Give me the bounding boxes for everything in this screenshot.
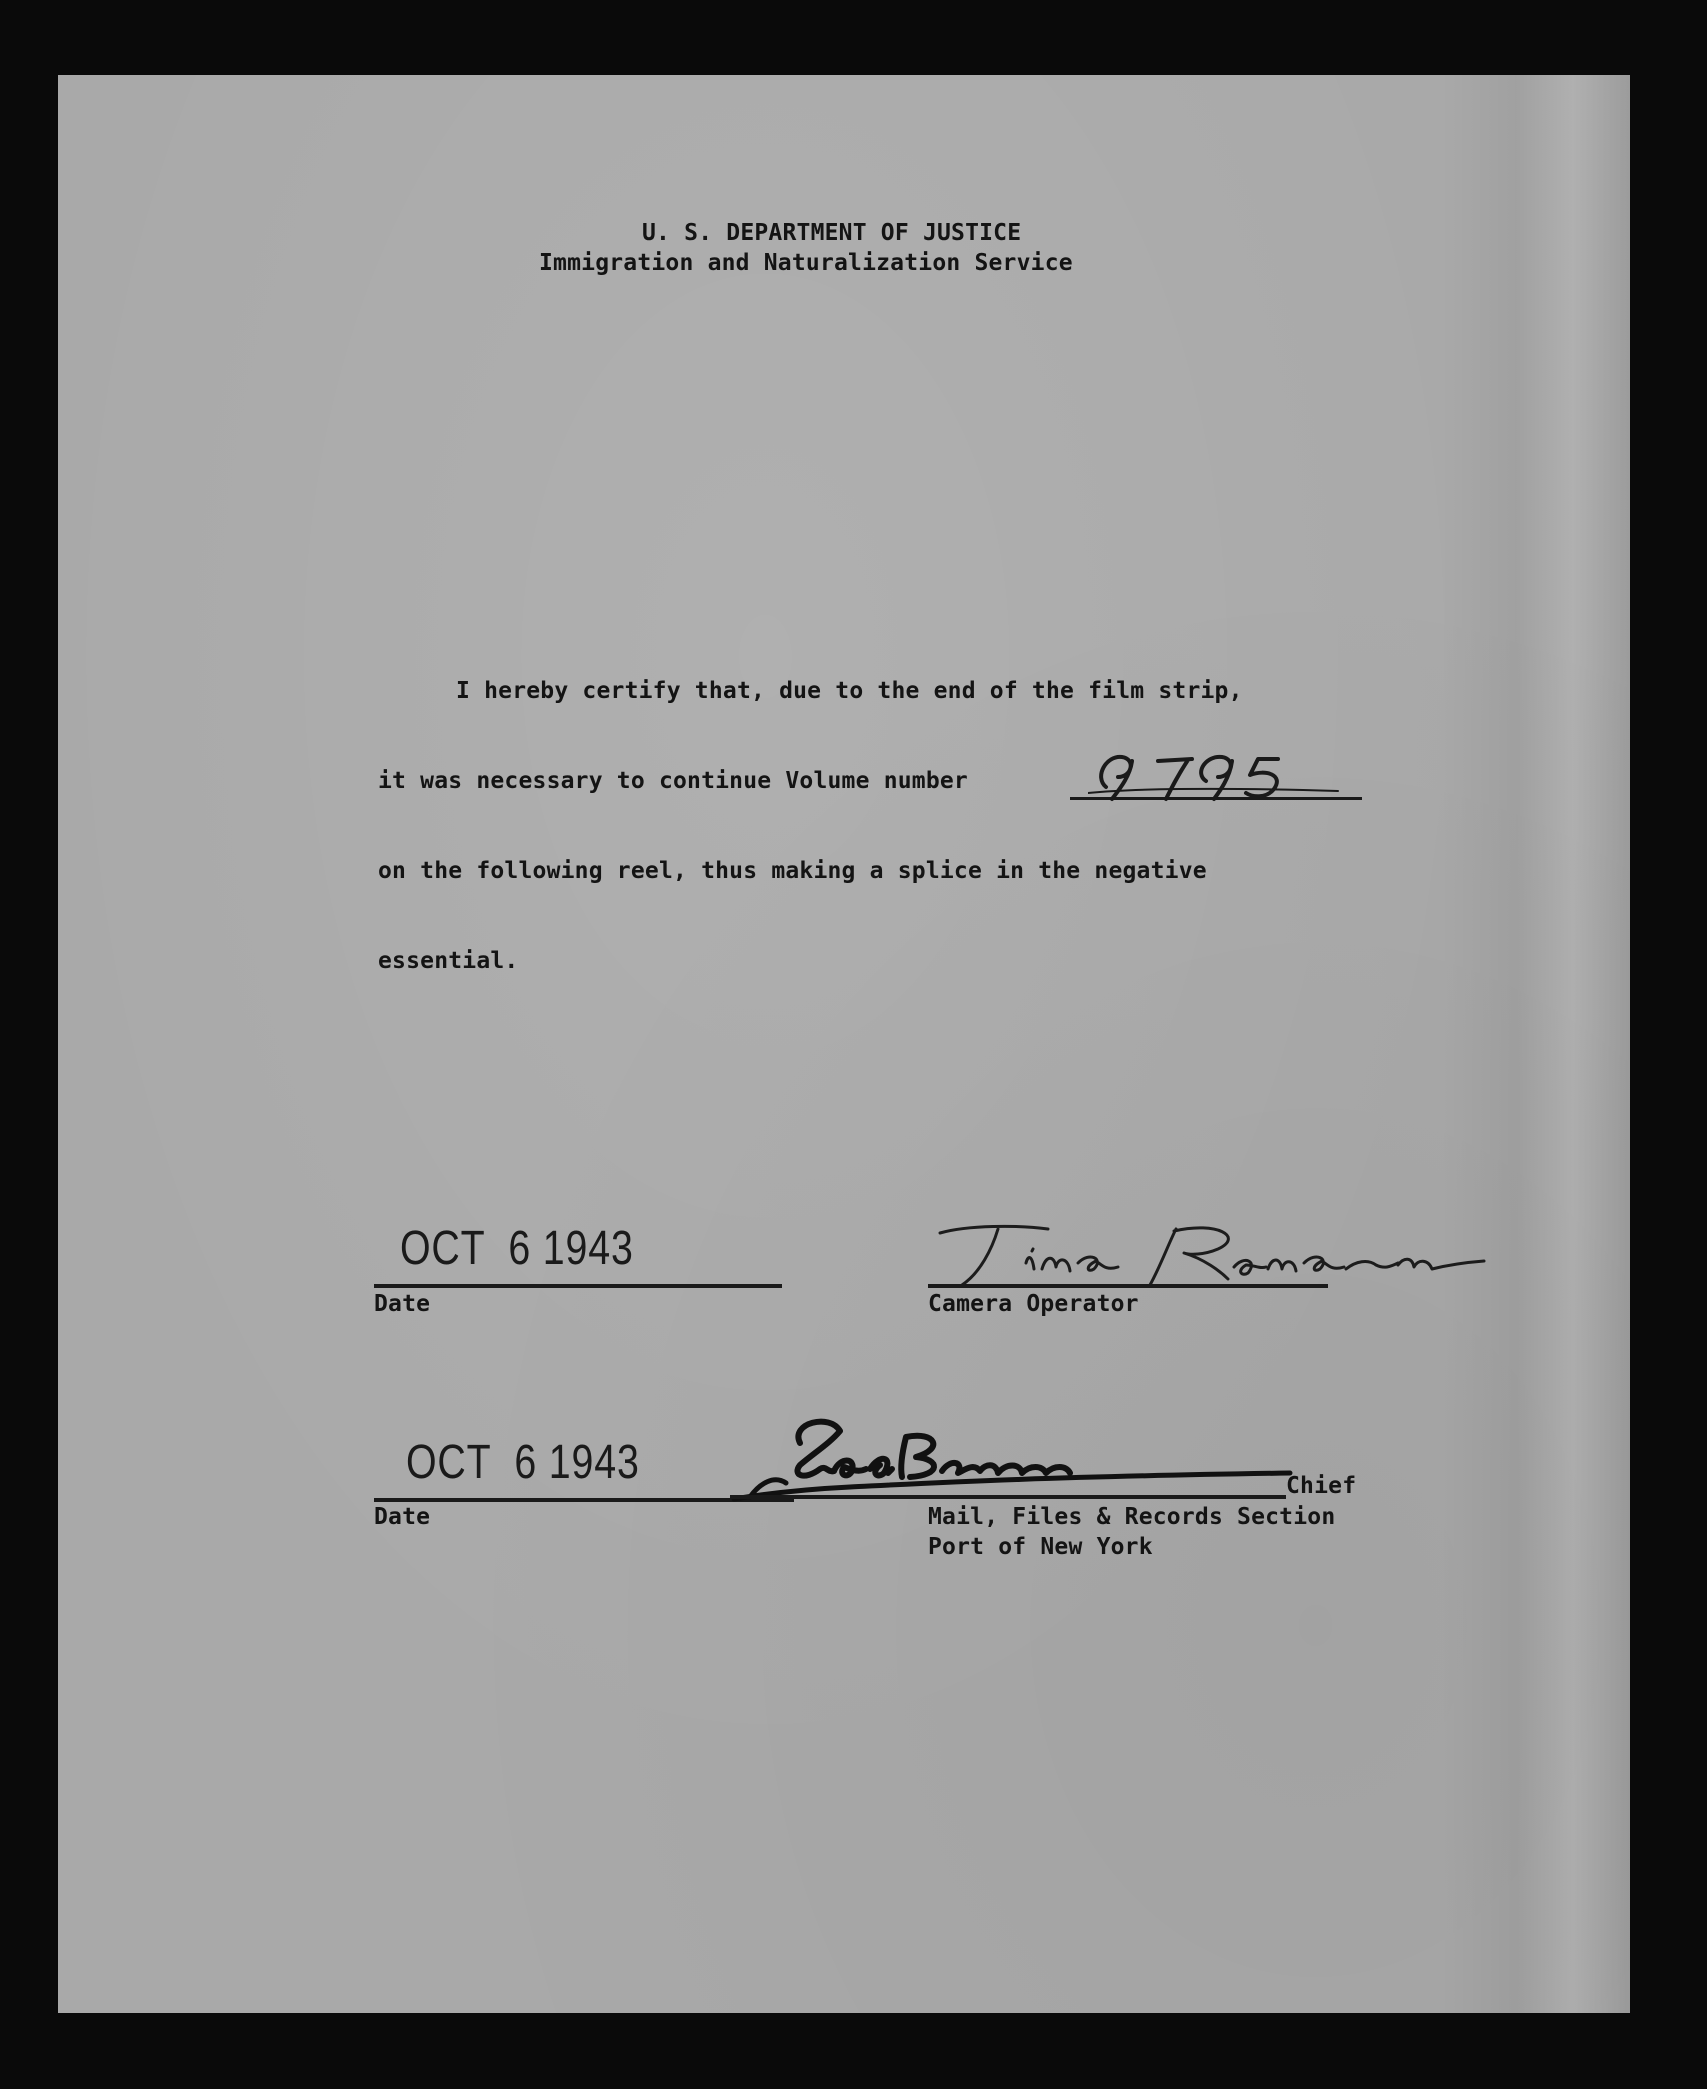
paper-edge-shading bbox=[1440, 75, 1630, 2013]
letterhead-service: Immigration and Naturalization Service bbox=[539, 250, 1073, 276]
body-line-4: essential. bbox=[378, 948, 519, 974]
port-name: Port of New York bbox=[928, 1534, 1153, 1560]
date-label-1: Date bbox=[374, 1291, 431, 1317]
camera-operator-signature bbox=[928, 1215, 1488, 1295]
date-line-1 bbox=[374, 1284, 782, 1288]
date-stamp-1: OCT 6 1943 bbox=[400, 1222, 634, 1275]
letterhead-department: U. S. DEPARTMENT OF JUSTICE bbox=[642, 220, 1022, 246]
date-label-2: Date bbox=[374, 1504, 431, 1530]
section-name: Mail, Files & Records Section bbox=[928, 1504, 1336, 1530]
body-line-2: it was necessary to continue Volume number bbox=[378, 768, 968, 794]
paper-sheet bbox=[58, 75, 1630, 2013]
chief-title: Chief bbox=[1286, 1473, 1357, 1499]
date-stamp-2: OCT 6 1943 bbox=[406, 1436, 640, 1489]
body-line-3: on the following reel, thus making a splice in the negative bbox=[378, 858, 1207, 884]
body-line-1: I hereby certify that, due to the end of the film strip, bbox=[456, 678, 1243, 704]
camera-operator-line bbox=[928, 1284, 1328, 1288]
chief-signature-line bbox=[730, 1495, 1286, 1499]
camera-operator-label: Camera Operator bbox=[928, 1291, 1139, 1317]
volume-number-handwritten bbox=[1088, 747, 1348, 803]
